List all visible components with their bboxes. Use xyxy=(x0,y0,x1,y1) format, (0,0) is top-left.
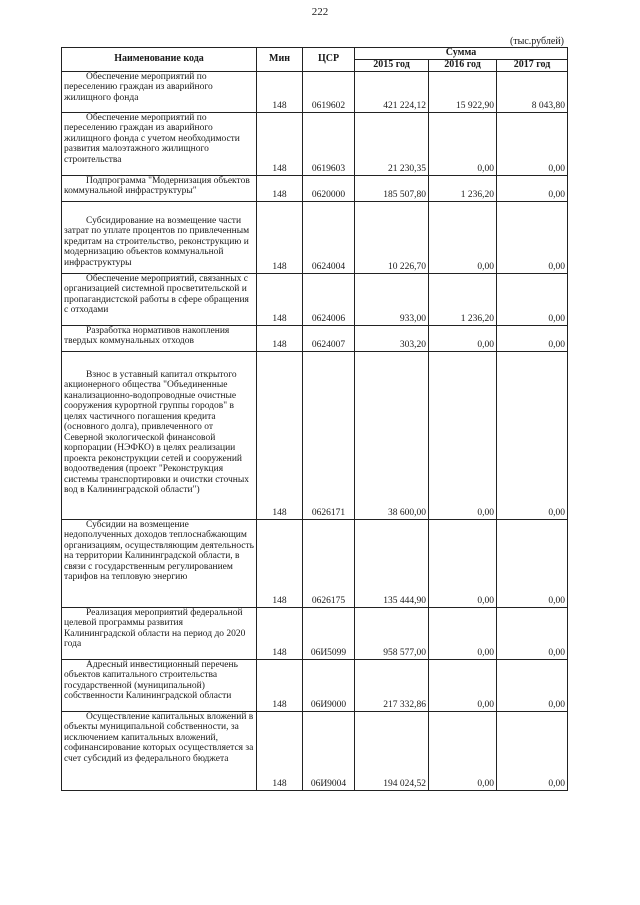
row-2017: 0,00 xyxy=(497,112,568,175)
row-2017: 0,00 xyxy=(497,325,568,351)
row-2017: 0,00 xyxy=(497,273,568,325)
row-2015: 933,00 xyxy=(355,273,429,325)
row-2017: 0,00 xyxy=(497,351,568,519)
table-row xyxy=(62,351,568,519)
units-label: (тыс.рублей) xyxy=(509,36,564,47)
row-name: Обеспечение мероприятий, связанных с организацией системной просветительской и пропагандистской работы в сфере обращения с отходами xyxy=(64,273,249,315)
row-2017: 0,00 xyxy=(497,201,568,273)
row-csr: 06И9000 xyxy=(303,659,355,711)
row-2015: 217 332,86 xyxy=(355,659,429,711)
row-2016: 0,00 xyxy=(429,112,497,175)
row-min: 148 xyxy=(257,325,303,351)
header-2015: 2015 год xyxy=(355,59,429,71)
row-2016: 0,00 xyxy=(429,519,497,607)
header-min: Мин xyxy=(257,48,303,72)
row-csr: 06И5099 xyxy=(303,607,355,659)
row-2017: 0,00 xyxy=(497,519,568,607)
row-csr: 0624004 xyxy=(303,201,355,273)
row-min: 148 xyxy=(257,112,303,175)
row-2017: 8 043,80 xyxy=(497,71,568,112)
row-2015: 21 230,35 xyxy=(355,112,429,175)
row-2016: 1 236,20 xyxy=(429,175,497,201)
row-csr: 0624006 xyxy=(303,273,355,325)
row-name: Взнос в уставный капитал открытого акционерного общества "Объединенные канализационно-водопроводные очистные сооружения курортной группы городов" в целях частичного погашения кредита (основного долга), привлеченного от Северной экологической финансовой корпорации (НЭФКО) в целях реализации проекта реконструкции сетей и сооружений водоотведения (проект "Реконструкция системы транспортировки и очистки сточных вод в Калининградской области") xyxy=(64,369,249,495)
row-csr: 0626171 xyxy=(303,351,355,519)
table-row xyxy=(62,273,568,325)
header-sum: Сумма xyxy=(355,48,568,60)
row-name: Подпрограмма "Модернизация объектов коммунальной инфраструктуры" xyxy=(64,175,250,196)
row-min: 148 xyxy=(257,273,303,325)
table-row xyxy=(62,175,568,201)
row-2015: 421 224,12 xyxy=(355,71,429,112)
row-name: Осуществление капитальных вложений в объекты муниципальной собственности, за исключением капитальных вложений, софинансирование которых осуществляется за счет субсидий из федерального бюджета xyxy=(64,711,254,764)
table-row xyxy=(62,711,568,790)
row-2016: 0,00 xyxy=(429,351,497,519)
header-2016: 2016 год xyxy=(429,59,497,71)
page-number: 222 xyxy=(311,6,329,18)
row-min: 148 xyxy=(257,175,303,201)
row-2017: 0,00 xyxy=(497,711,568,790)
table-row xyxy=(62,112,568,175)
row-name: Реализация мероприятий федеральной целевой программы развития Калининградской области на период до 2020 года xyxy=(64,607,246,649)
header-2017: 2017 год xyxy=(497,59,568,71)
row-csr: 0619603 xyxy=(303,112,355,175)
row-min: 148 xyxy=(257,351,303,519)
row-2016: 0,00 xyxy=(429,659,497,711)
row-2015: 135 444,90 xyxy=(355,519,429,607)
table-row xyxy=(62,201,568,273)
table-row xyxy=(62,519,568,607)
table-row xyxy=(62,659,568,711)
row-2015: 38 600,00 xyxy=(355,351,429,519)
row-name: Субсидирование на возмещение части затрат по уплате процентов по привлеченным кредитам на строительство, реконструкцию и модернизацию объектов коммунальной инфраструктуры xyxy=(64,215,250,268)
row-name: Адресный инвестиционный перечень объектов капитального строительства государственной (муниципальной) собственности Калининградской области xyxy=(64,659,238,701)
row-name: Обеспечение мероприятий по переселению граждан из аварийного жилищного фонда xyxy=(64,71,213,103)
row-min: 148 xyxy=(257,607,303,659)
row-2016: 15 922,90 xyxy=(429,71,497,112)
row-2016: 0,00 xyxy=(429,325,497,351)
row-2017: 0,00 xyxy=(497,175,568,201)
row-csr: 0619602 xyxy=(303,71,355,112)
row-2016: 0,00 xyxy=(429,711,497,790)
table-row xyxy=(62,607,568,659)
row-csr: 0624007 xyxy=(303,325,355,351)
row-csr: 06И9004 xyxy=(303,711,355,790)
header-csr: ЦСР xyxy=(303,48,355,72)
row-2015: 194 024,52 xyxy=(355,711,429,790)
row-2016: 1 236,20 xyxy=(429,273,497,325)
row-2015: 10 226,70 xyxy=(355,201,429,273)
row-2015: 185 507,80 xyxy=(355,175,429,201)
row-name: Обеспечение мероприятий по переселению граждан из аварийного жилищного фонда с учетом необходимости развития малоэтажного жилищного строительства xyxy=(64,112,240,165)
row-csr: 0620000 xyxy=(303,175,355,201)
row-min: 148 xyxy=(257,71,303,112)
row-2015: 303,20 xyxy=(355,325,429,351)
row-2016: 0,00 xyxy=(429,607,497,659)
row-min: 148 xyxy=(257,659,303,711)
row-min: 148 xyxy=(257,201,303,273)
row-name: Разработка нормативов накопления твердых коммунальных отходов xyxy=(64,325,230,346)
row-csr: 0626175 xyxy=(303,519,355,607)
row-min: 148 xyxy=(257,519,303,607)
row-2015: 958 577,00 xyxy=(355,607,429,659)
header-name: Наименование кода xyxy=(62,48,257,72)
row-2016: 0,00 xyxy=(429,201,497,273)
table-row xyxy=(62,325,568,351)
row-name: Субсидии на возмещение недополученных доходов теплоснабжающим организациям, осуществляющим деятельность на территории Калининградской области, в связи с государственным регулированием тарифов на тепловую энергию xyxy=(64,519,254,582)
row-2017: 0,00 xyxy=(497,659,568,711)
row-2017: 0,00 xyxy=(497,607,568,659)
budget-table xyxy=(61,47,568,791)
row-min: 148 xyxy=(257,711,303,790)
table-row xyxy=(62,71,568,112)
